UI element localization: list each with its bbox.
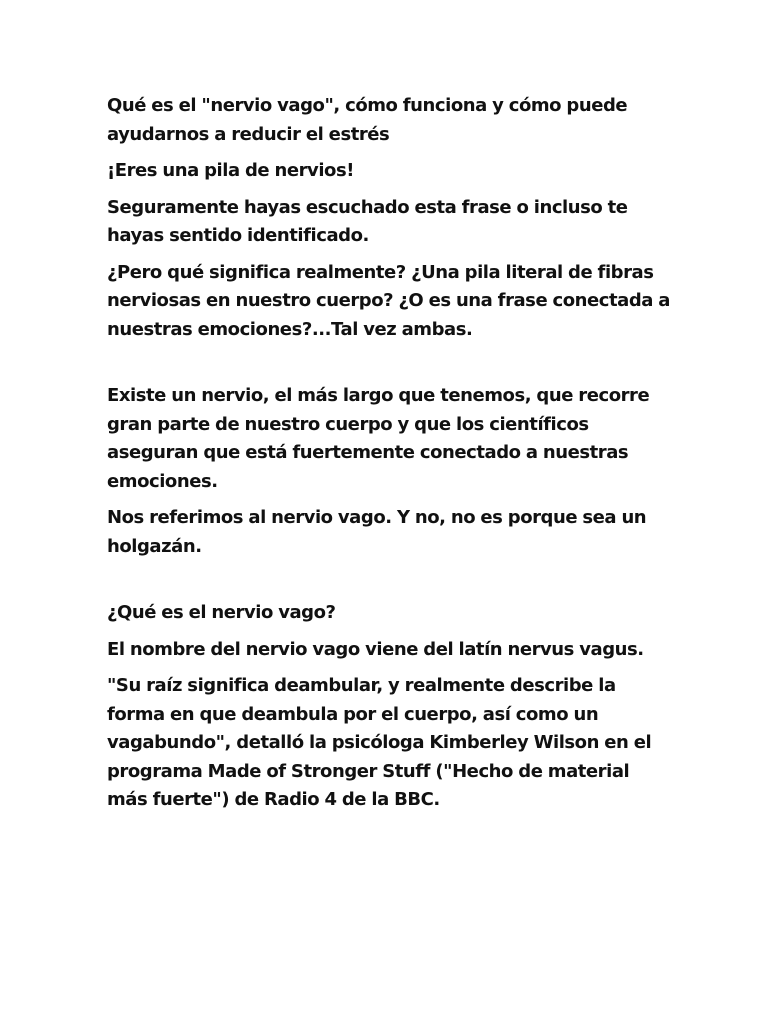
paragraph-latin-name <box>107 636 667 665</box>
section-heading-what-is <box>107 599 667 628</box>
paragraph-line: ¡Eres una pila de nervios! <box>107 160 355 181</box>
paragraph-line: vagabundo", detalló la psicóloga Kimberley Wilson en el <box>107 732 652 753</box>
paragraph-line: Seguramente hayas escuchado esta frase o incluso te <box>107 196 628 218</box>
paragraph-line: forma en que deambula por el cuerpo, así como un <box>107 703 599 725</box>
paragraph-exclamation <box>107 157 667 186</box>
document-page <box>107 92 670 823</box>
paragraph-meaning-question <box>107 259 670 345</box>
paragraph-line: más fuerte") de Radio 4 de la BBC. <box>107 789 440 810</box>
paragraph-heard-phrase <box>107 194 667 251</box>
paragraph-longest-nerve <box>107 382 667 496</box>
paragraph-line: Existe un nervio, el más largo que tenemos, que recorre <box>107 385 650 406</box>
document-title <box>107 92 667 149</box>
paragraph-vagus-reference <box>107 504 667 561</box>
heading-line: ¿Qué es el nervio vago? <box>107 602 336 623</box>
paragraph-line: programa Made of Stronger Stuff ("Hecho de material <box>107 760 630 782</box>
paragraph-line: nerviosas en nuestro cuerpo? ¿O es una frase conectada a <box>107 290 670 311</box>
paragraph-quote-wilson <box>107 672 667 815</box>
paragraph-line: hayas sentido identificado. <box>107 225 369 246</box>
paragraph-line: nuestras emociones?...Tal vez ambas. <box>107 318 473 340</box>
paragraph-line: Nos referimos al nervio vago. Y no, no es porque sea un <box>107 507 647 528</box>
title-line: Qué es el "nervio vago", cómo funciona y cómo puede <box>107 95 628 116</box>
paragraph-line: ¿Pero qué significa realmente? ¿Una pila literal de fibras <box>107 261 654 283</box>
paragraph-line: "Su raíz significa deambular, y realmente describe la <box>107 675 616 696</box>
paragraph-line: emociones. <box>107 470 218 492</box>
paragraph-line: gran parte de nuestro cuerpo y que los científicos <box>107 413 589 435</box>
paragraph-line: holgazán. <box>107 535 202 557</box>
paragraph-line: El nombre del nervio vago viene del latín nervus vagus. <box>107 638 644 660</box>
paragraph-line: aseguran que está fuertemente conectado a nuestras <box>107 442 629 463</box>
title-line: ayudarnos a reducir el estrés <box>107 123 390 145</box>
